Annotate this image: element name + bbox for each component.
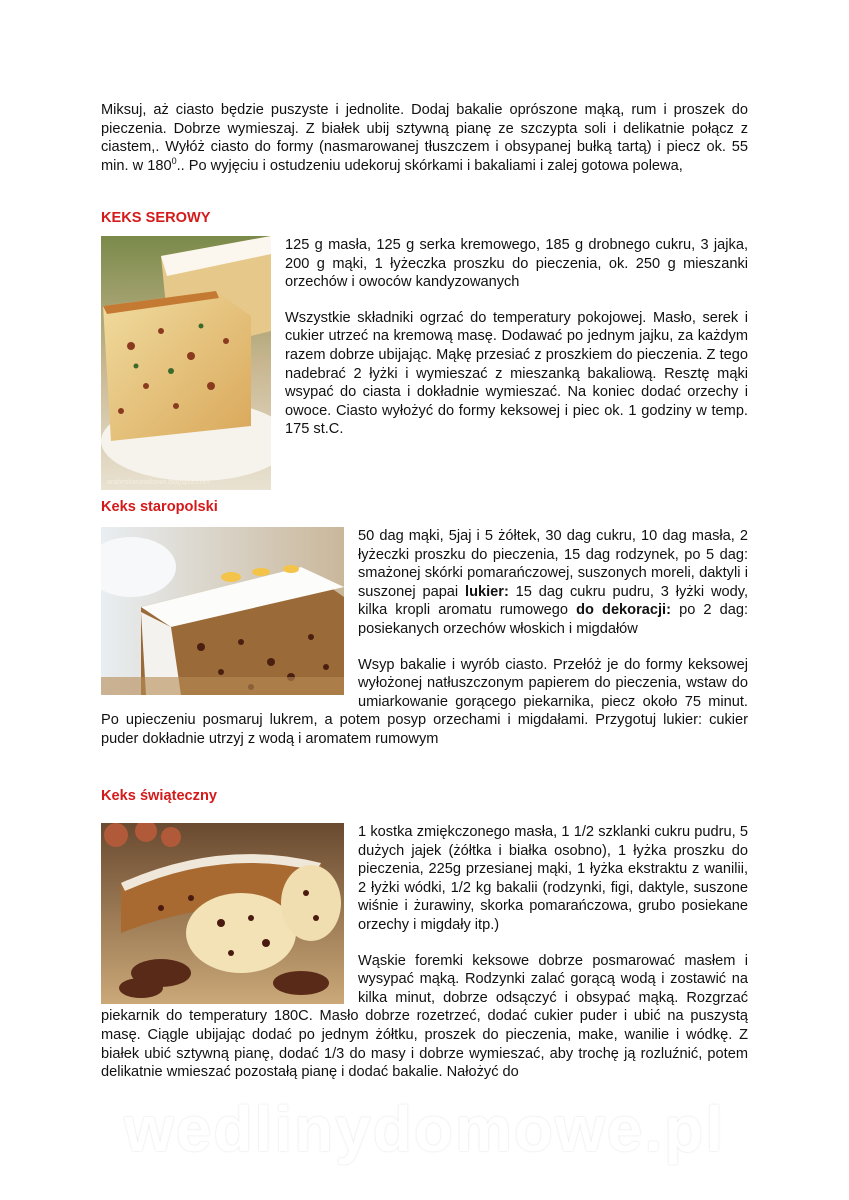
- recipe-title-keks-swiateczny: Keks świąteczny: [101, 788, 218, 804]
- intro-text-b: .. Po wyjęciu i ostudzeniu udekoruj skórkami i bakaliami i zalej gotowa polewa,: [176, 157, 683, 174]
- ingredients-keks-swiateczny: 1 kostka zmiękczonego masła, 1 1/2 szklanki cukru pudru, 5 dużych jajek (żółtka i białka osobno), 1 łyżka proszku do pieczenia, 225g przesianej mąki, 1 łyżka ekstraktu z wanilii, 2 łyżki wódki, 1/2 kg bakalii (rodzynki, figi, daktyle, suszone wiśnie i żurawiny, skorka pomarańczowa, grubo posiekane orzechy i migdały itp.): [358, 824, 748, 933]
- recipe-title-keks-serowy: KEKS SEROWY: [101, 210, 211, 226]
- recipe-keks-staropolski: [101, 527, 748, 749]
- ingredients-part-a: 50 dag mąki, 5jaj i 5 żółtek, 30 dag cukru, 10 dag masła, 2 łyżeczki proszku do pieczenia, 15 dag rodzynek, po 5 dag: smażonej skórki pomarańczowej, suszonych moreli, daktyli i suszonej papai: [358, 528, 748, 600]
- recipe-keks-serowy: [101, 236, 748, 492]
- photo-keks-serowy: [101, 236, 271, 490]
- intro-paragraph: [101, 101, 748, 175]
- label-dekoracja: do dekoracji:: [576, 602, 671, 619]
- method-keks-staropolski: Wsyp bakalie i wyrób ciasto. Przełóż je do formy keksowej wyłożonej natłuszczonym papierem do pieczenia, wstaw do umiarkowanie gorącego piekarnika, piecz około 75 minut. Po upieczeniu posmaruj lukrem, a potem posyp orzechami i migdałami. Przygotuj lukier: cukier puder dokładnie utrzyj z wodą i aromatem rumowym: [101, 656, 748, 747]
- ingredients-part-c: po 2 dag: posiekanych orzechów włoskich i migdałów: [358, 602, 749, 637]
- photo-keks-staropolski: [101, 527, 344, 695]
- photo-keks-swiateczny: [101, 823, 344, 1004]
- recipe-title-keks-staropolski: Keks staropolski: [101, 499, 218, 515]
- intro-text-a: Miksuj, aż ciasto będzie puszyste i jednolite. Dodaj bakalie oprószone mąką, rum i proszek do pieczenia. Dobrze wymieszaj. Z białek ubij sztywną pianę ze szczypta soli i delikatnie połącz z ciastem,. Wyłóż ciasto do formy (nasmarowanej tłuszczem i obsypanej bułką tartą) i piecz ok. 55 min. w 180: [101, 102, 748, 174]
- method-keks-swiateczny: Wąskie foremki keksowe dobrze posmarować masłem i wysypać mąką. Rodzynki zalać gorącą wodą i zostawić na kilka minut, dobrze odsączyć i obsypać mąką. Rozgrzać piekarnik do temperatury 180C. Masło dobrze rozetrzeć, dodać cukier puder i ubić na puszystą masę. Ciągle ubijając dodać po jednym żółtku, proszek do pieczenia, make, wanilie i wódkę. Z białek ubić sztywną pianę, dodać 1/3 do masy i dobrze wymieszać, aby trochę ją rozluźnić, potem delikatnie wmieszać pozostałą pianę i dodać bakalie. Nałożyć do: [101, 952, 748, 1081]
- watermark: wedlinydomowe.pl: [124, 1093, 725, 1165]
- photo-caption: arabeskarandkowa.blogspot.com: [107, 479, 210, 486]
- method-keks-serowy: Wszystkie składniki ogrzać do temperatury pokojowej. Masło, serek i cukier utrzeć na kremową masę. Dodawać po jednym jajku, za każdym razem dobrze ubijając. Mąkę przesiać z proszkiem do pieczenia. Z tego nadebrać 2 łyżki i wymieszać z mieszanką bakaliową. Resztę mąki wsypać do ciasta i dokładnie wymieszać. Na koniec dodać orzechy i owoce. Ciasto wyłożyć do formy keksowej i piec ok. 1 godziny w temp. 175 st.C.: [285, 309, 748, 438]
- degree-mark: 0: [171, 155, 177, 166]
- ingredients-keks-serowy: 125 g masła, 125 g serka kremowego, 185 g drobnego cukru, 3 jajka, 200 g mąki, 1 łyżeczka proszku do pieczenia, ok. 250 g mieszanki orzechów i owoców kandyzowanych: [285, 237, 748, 291]
- label-lukier: lukier:: [465, 583, 509, 600]
- recipe-keks-swiateczny: [101, 823, 748, 1082]
- ingredients-part-b: 15 dag cukru pudru, 3 łyżki wody, kilka kropli aromatu rumowego: [358, 583, 749, 619]
